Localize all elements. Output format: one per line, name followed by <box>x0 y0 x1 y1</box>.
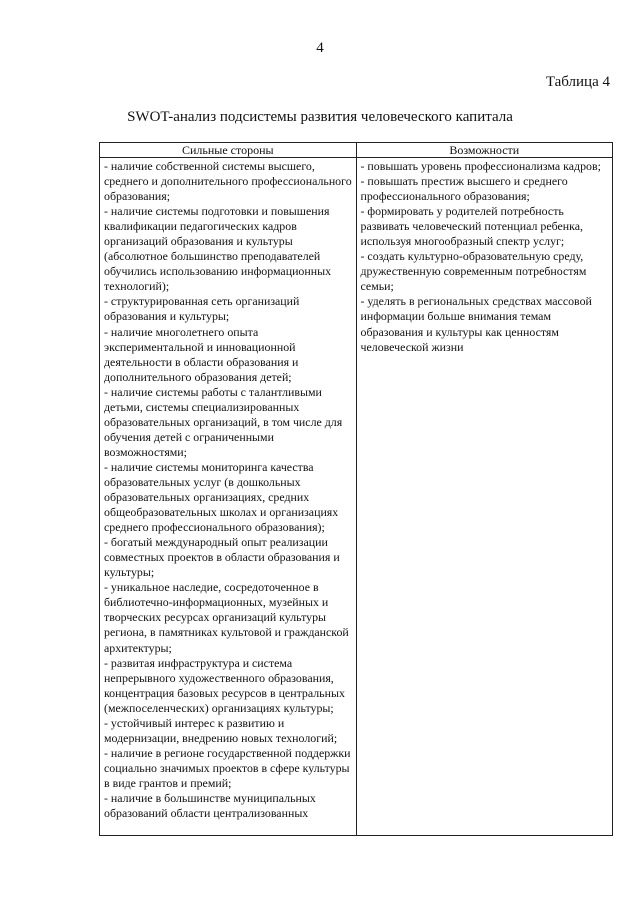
strength-item: - наличие системы подготовки и повышения квалификации педагогических кадров организаций образования и культуры (абсолютное большинство преподавателей обучились использованию информационных технологий); <box>104 204 332 294</box>
opportunity-item: - повышать престиж высшего и среднего профессионального образования; <box>360 174 568 204</box>
opportunity-item: - уделять в региональных средствах массовой информации больше внимания темам образования и культуры как ценностям человеческой жизни <box>360 294 592 354</box>
strength-item: - структурированная сеть организаций образования и культуры; <box>104 294 300 324</box>
strength-item: - богатый международный опыт реализации совместных проектов в области образования и культуры; <box>104 535 340 580</box>
opportunity-item: - формировать у родителей потребность развивать человеческий потенциал ребенка, используя многообразный спектр услуг; <box>360 204 583 249</box>
document-title: SWOT-анализ подсистемы развития человеческого капитала <box>127 109 513 125</box>
table-header-row <box>100 143 613 158</box>
swot-table <box>99 142 613 836</box>
strength-item: - уникальное наследие, сосредоточенное в библиотечно-информационных, музейных и творческих ресурсах организаций культуры региона, в памятниках культовой и гражданской архитектуры; <box>104 580 349 655</box>
strength-item: - наличие в большинстве муниципальных образований области централизованных <box>104 790 316 821</box>
strength-item: - устойчивый интерес к развитию и модернизации, внедрению новых технологий; <box>104 715 338 745</box>
table-label: Таблица 4 <box>545 74 610 90</box>
strength-item: - наличие в регионе государственной поддержки социально значимых проектов в сфере культуры в виде грантов и премий; <box>104 745 351 790</box>
opportunities-cell <box>356 158 613 836</box>
opportunity-item: - повышать уровень профессионализма кадров; <box>360 159 601 173</box>
strength-item: - развитая инфраструктура и система непрерывного художественного образования, концентрация базовых ресурсов в центральных (межпоселенческих) организациях культуры; <box>104 655 345 715</box>
page-number: 4 <box>316 40 324 56</box>
opportunity-item: - создать культурно-образовательную среду, дружественную современным потребностям семьи; <box>360 249 587 294</box>
strength-item: - наличие многолетнего опыта экспериментальной и инновационной деятельности в области образования и дополнительного образования детей; <box>104 324 299 384</box>
strength-item: - наличие собственной системы высшего, среднего и дополнительного профессионального образования; <box>104 159 352 204</box>
header-strengths: Сильные стороны <box>100 143 357 158</box>
strength-item: - наличие системы работы с талантливыми детьми, системы специализированных образовательных организаций, в том числе для обучения детей с ограниченными возможностями; <box>104 384 343 459</box>
table-row <box>100 158 613 836</box>
strengths-cell <box>100 158 357 836</box>
header-opportunities: Возможности <box>356 143 613 158</box>
strength-item: - наличие системы мониторинга качества образовательных услуг (в дошкольных образовательных организациях, средних общеобразовательных школах и организациях среднего профессионального образования); <box>104 459 339 535</box>
